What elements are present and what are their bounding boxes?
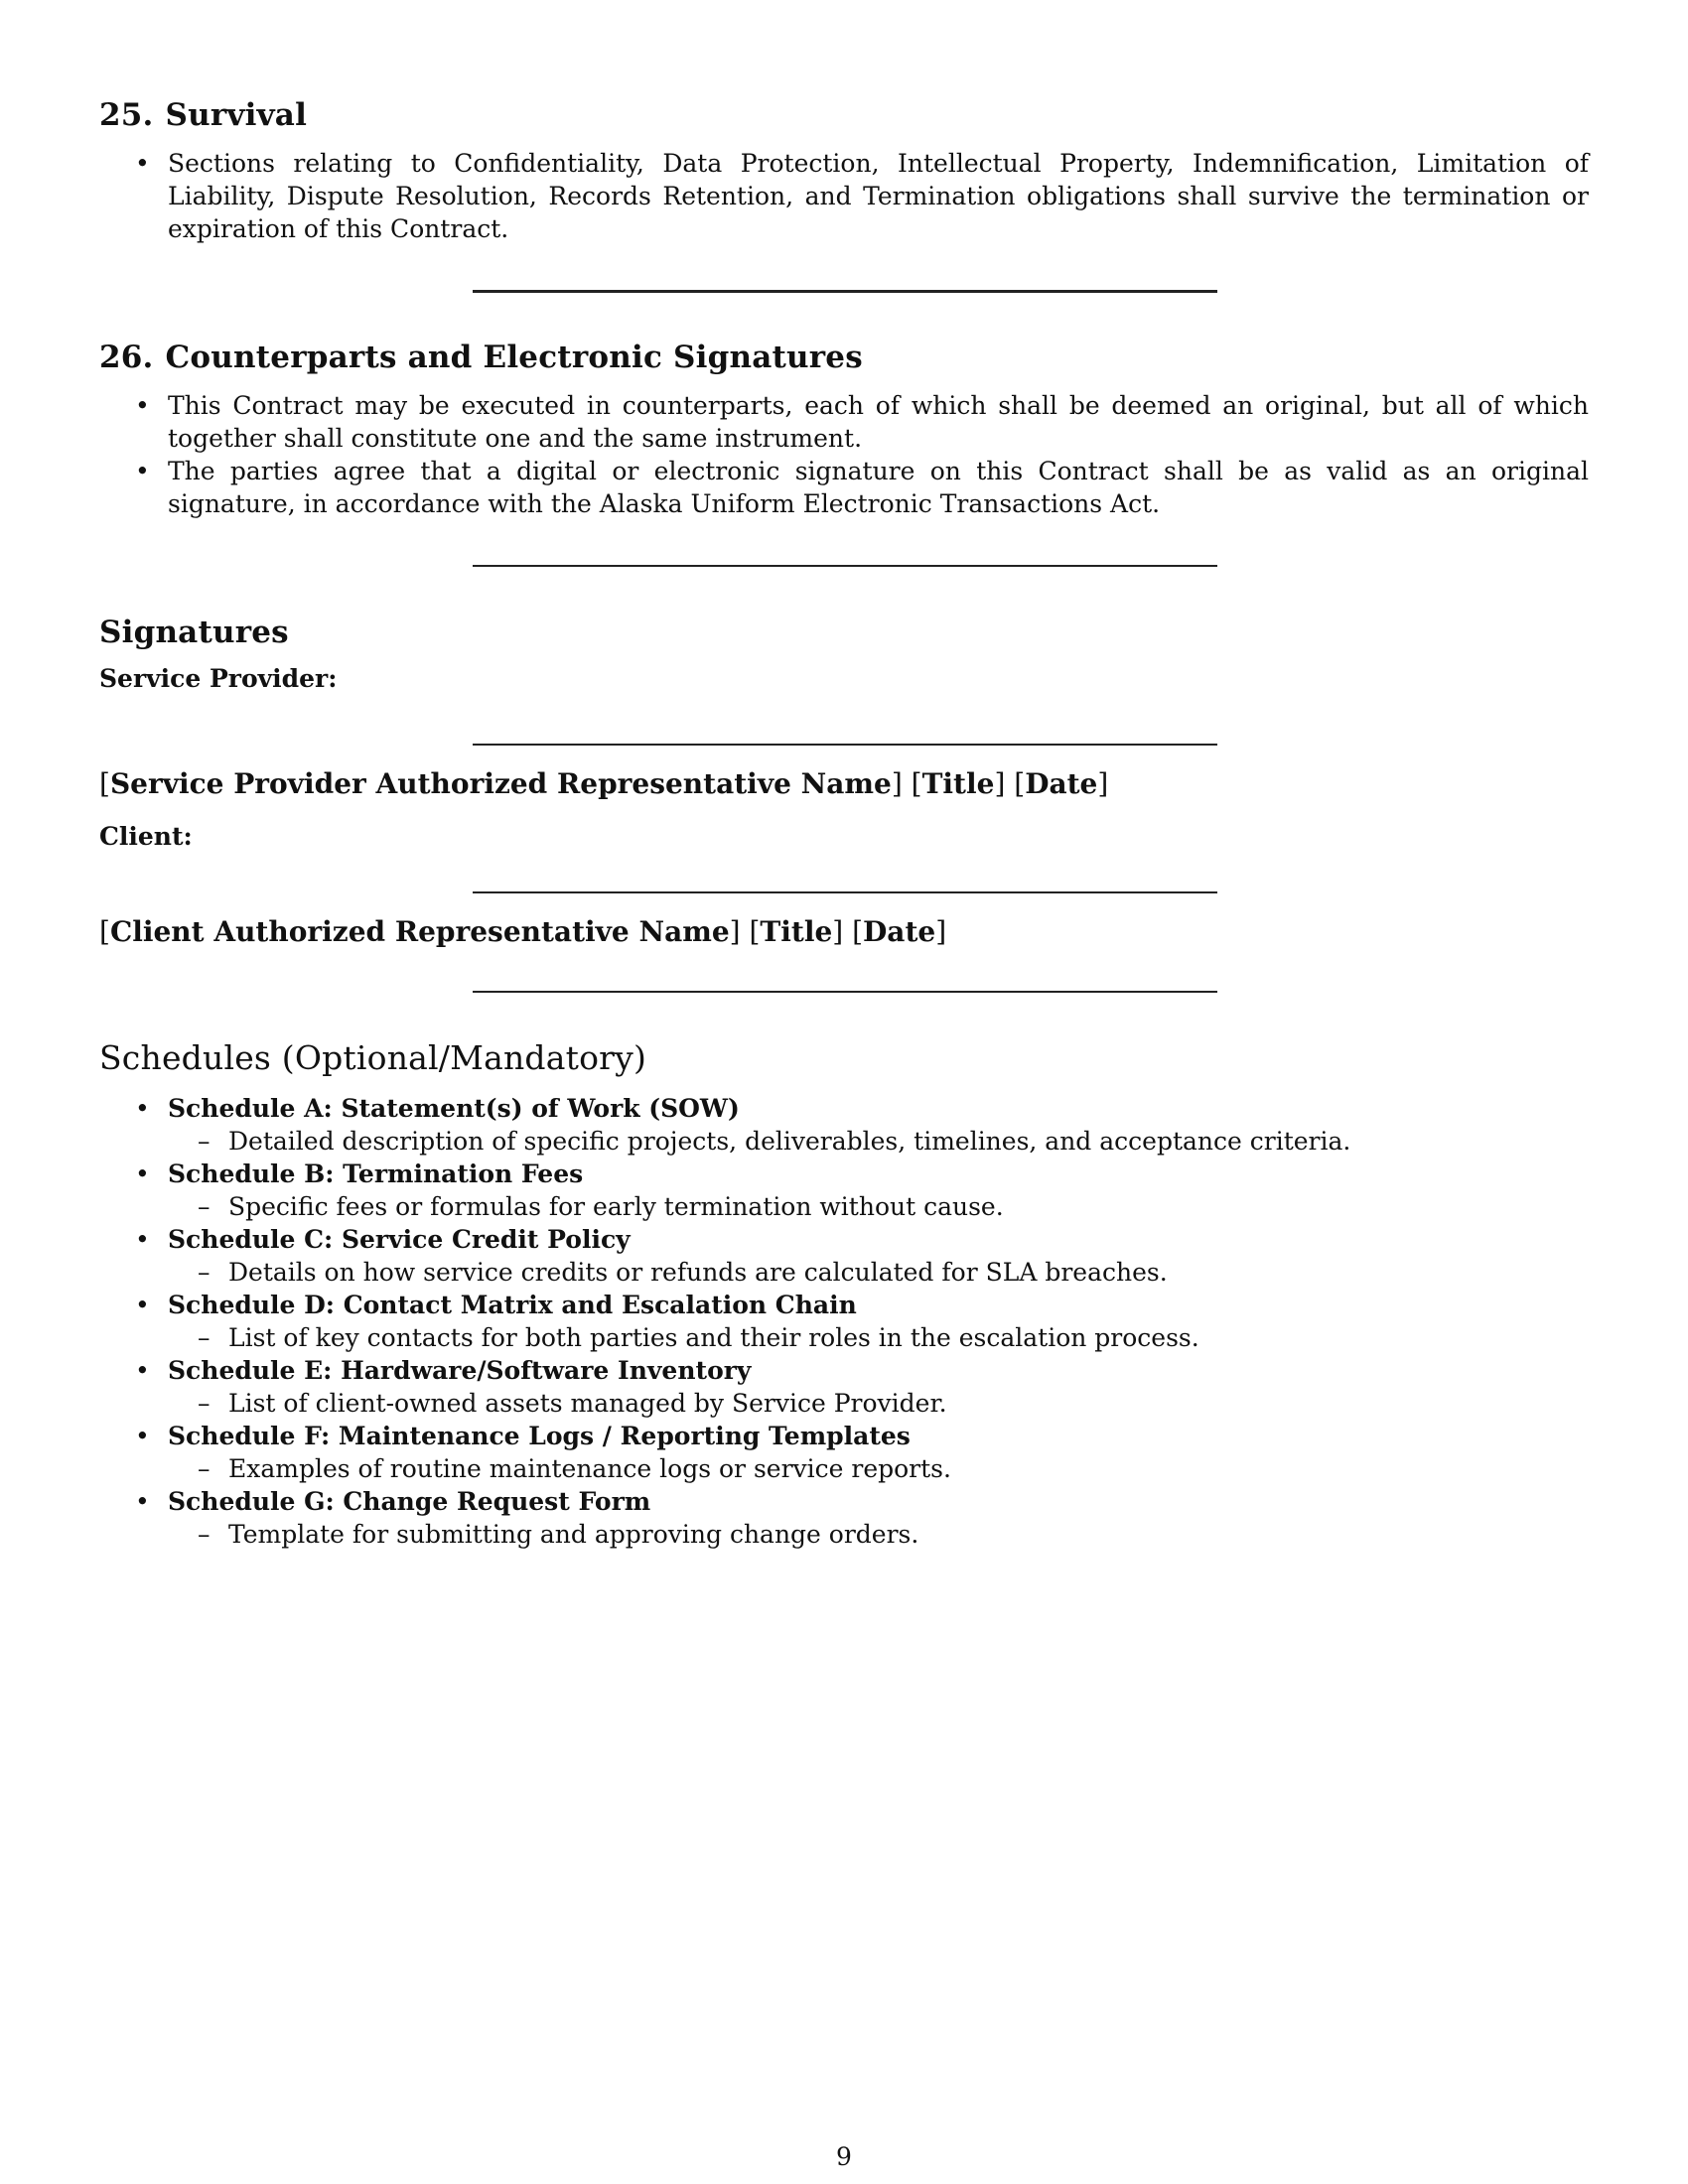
section-title: Counterparts and Electronic Signatures [165,340,863,375]
client-name-field: Client Authorized Representative Name [109,915,730,948]
schedule-title: • Schedule D: Contact Matrix and Escalation Chain [168,1291,857,1319]
list-item: • This Contract may be executed in counterparts, each of which shall be deemed an original, but all of which together shall constitute one and the same instrument. [99,389,1589,455]
schedule-title: • Schedule A: Statement(s) of Work (SOW) [168,1094,740,1123]
provider-date-field: Date [1025,767,1098,800]
signatures-heading: Signatures [99,614,289,650]
section-heading [99,338,1589,377]
schedule-title: • Schedule F: Maintenance Logs / Reporting Templates [168,1422,911,1450]
schedule-item [99,1354,1589,1420]
schedule-title: • Schedule B: Termination Fees [168,1160,584,1188]
section-title: Survival [165,97,308,133]
provider-signature-line [473,744,1217,746]
section-divider [473,565,1217,567]
bullet-list [99,147,1589,245]
signatures-section [99,613,1589,695]
schedule-description: – Specific fees or formulas for early termination without cause. [168,1190,1589,1223]
provider-title-field: Title [921,767,995,800]
page-number: 9 [836,2142,852,2171]
schedule-title: • Schedule C: Service Credit Policy [168,1225,631,1254]
section-heading [99,95,1589,135]
provider-name-field: Service Provider Authorized Representative Name [109,767,892,800]
schedule-description: – Detailed description of specific projects, deliverables, timelines, and acceptance criteria. [168,1125,1589,1158]
schedules-section [99,1038,1589,1551]
schedule-description: – List of key contacts for both parties and their roles in the escalation process. [168,1321,1589,1354]
schedule-item [99,1420,1589,1485]
section-counterparts [99,338,1589,520]
client-signature-line [473,891,1217,893]
schedule-item [99,1289,1589,1354]
list-item: • The parties agree that a digital or electronic signature on this Contract shall be as valid as an original signature, in accordance with the Alaska Uniform Electronic Transactions Act. [99,455,1589,520]
provider-signature-block: [Service Provider Authorized Representative Name] [Title] [Date] [99,767,1109,800]
list-item: • Sections relating to Confidentiality, Data Protection, Intellectual Property, Indemnification, Limitation of Liability, Dispute Resolution, Records Retention, and Termination obligations shall survive the termination or expiration of this Contract. [99,147,1589,245]
schedule-item [99,1092,1589,1158]
schedule-item [99,1158,1589,1223]
document-page [99,0,1589,2184]
client-label: Client: [99,822,193,851]
schedule-description: – List of client-owned assets managed by Service Provider. [168,1387,1589,1420]
schedules-heading: Schedules (Optional/Mandatory) [99,1038,647,1077]
schedule-title: • Schedule G: Change Request Form [168,1487,651,1516]
section-number: 25. [99,97,154,133]
client-title-field: Title [760,915,833,948]
schedule-description: – Details on how service credits or refunds are calculated for SLA breaches. [168,1256,1589,1289]
bullet-list [99,389,1589,520]
section-divider [473,290,1217,293]
section-survival [99,95,1589,245]
schedule-description: – Template for submitting and approving change orders. [168,1518,1589,1551]
client-date-field: Date [863,915,936,948]
section-number: 26. [99,340,154,375]
schedule-title: • Schedule E: Hardware/Software Inventory [168,1356,752,1385]
client-signature-block: [Client Authorized Representative Name] [Title] [Date] [99,915,947,948]
section-divider [473,991,1217,993]
schedule-list [99,1092,1589,1551]
schedule-item [99,1485,1589,1551]
schedule-item [99,1223,1589,1289]
provider-label: Service Provider: [99,664,338,693]
schedule-description: – Examples of routine maintenance logs or service reports. [168,1452,1589,1485]
